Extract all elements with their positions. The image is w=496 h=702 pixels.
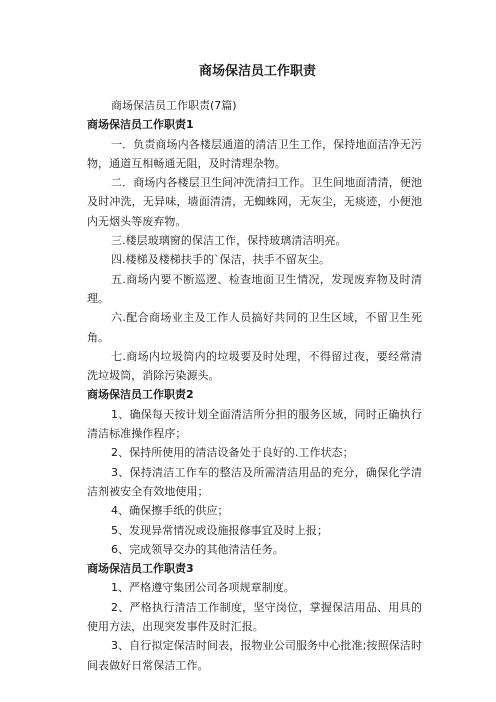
paragraph: 5、发现异常情况或设施报修事宜及时上报；	[111, 523, 328, 537]
paragraph: 2、严格执行清洁工作制度，坚守岗位，掌握保洁用品、用具的使用方法，出现突发事件及时汇报。	[87, 600, 422, 634]
paragraph: 4、确保擦手纸的供应；	[111, 504, 229, 518]
document-subtitle: 商场保洁员工作职责(7篇)	[111, 99, 237, 112]
section-2	[87, 385, 422, 559]
paragraph: 3、自行拟定保洁时间表，报物业公司服务中心批准;按照保洁时间表做好日常保洁工作。	[87, 639, 422, 672]
section-3	[87, 559, 422, 675]
paragraph: 3、保持清洁工作车的整洁及所需清洁用品的充分，确保化学清洁剂被安全有效地使用；	[87, 465, 422, 498]
paragraph: 五.商场内要不断巡逻、检查地面卫生情况，发现废弃物及时清理。	[87, 272, 422, 305]
section-heading: 商场保洁员工作职责2	[87, 388, 194, 402]
paragraph: 6、完成领导交办的其他清洁任务。	[111, 542, 284, 556]
paragraph: 四.楼梯及楼梯扶手的`保洁，扶手不留灰尘。	[111, 253, 331, 267]
paragraph: 二．商场内各楼层卫生间冲洗清扫工作。卫生间地面清清，便池及时冲洗，无异味，墙面清清，无蜘蛛网，无灰尘，无痰迹，小便池内无烟头等废弃物。	[87, 176, 422, 228]
paragraph: 一．负责商场内各楼层通道的清洁卫生工作，保持地面洁净无污物，通道互相畅通无阻，及时清理杂物。	[87, 137, 422, 170]
paragraph: 2、保持所使用的清洁设备处于良好的.工作状态；	[111, 446, 354, 460]
section-1	[87, 115, 422, 385]
paragraph: 三.楼层玻璃窗的保洁工作，保持玻璃清洁明亮。	[111, 234, 347, 248]
document-title: 商场保洁员工作职责	[198, 64, 316, 79]
paragraph: 1、严格遵守集团公司各项规章制度。	[111, 581, 295, 595]
section-heading: 商场保洁员工作职责3	[87, 562, 194, 576]
paragraph: 七.商场内垃圾筒内的垃圾要及时处理，不得留过夜，要经常清洗垃圾筒，消除污染源头。	[87, 349, 422, 383]
paragraph: 1、确保每天按计划全面清洁所分担的服务区域，同时正确执行清洁标准操作程序；	[87, 407, 422, 441]
paragraph: 六.配合商场业主及工作人员搞好共同的卫生区域，不留卫生死角。	[87, 311, 422, 344]
section-heading: 商场保洁员工作职责1	[87, 118, 194, 132]
